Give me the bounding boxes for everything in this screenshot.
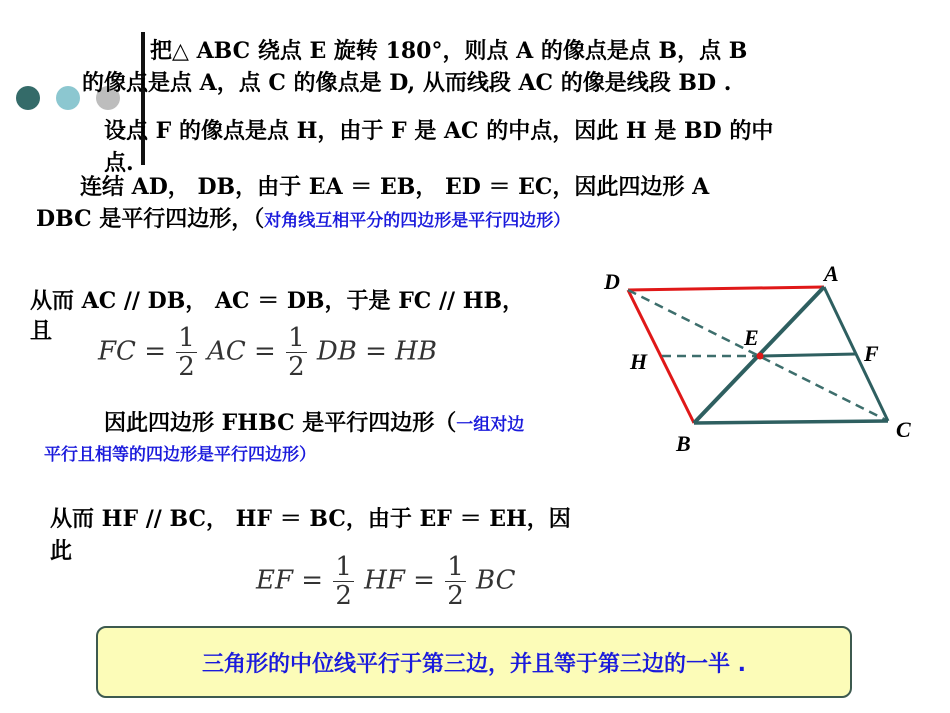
formula2-eq1: = (301, 565, 324, 596)
p4-line1: 从而 AC // DB， AC ＝ DB，于是 FC // HB， (30, 288, 525, 314)
p1-line2: 的像点是点 A，点 C 的像点是 D, 从而线段 AC 的像是线段 BD . (82, 70, 732, 96)
formula1-term1: AC (207, 336, 246, 367)
label-H: H (630, 349, 648, 374)
p3-line2-main: DBC 是平行四边形，（ (36, 206, 265, 232)
segment-BC (694, 421, 888, 423)
conclusion-text: 三角形的中位线平行于第三边，并且等于第三边的一半 . (201, 651, 747, 677)
conclusion-box (96, 626, 852, 698)
p2-line2: 点. (104, 150, 134, 176)
label-D: D (604, 269, 620, 294)
decor-dot-light (56, 86, 80, 110)
p5-line1 (104, 408, 524, 440)
p3-line2-note: 对角线互相平分的四边形是平行四边形） (264, 211, 571, 231)
formula-fc-hb (98, 324, 437, 381)
label-F: F (864, 341, 879, 366)
label-A: A (824, 261, 839, 286)
p1-line1: 把△ ABC 绕点 E 旋转 180°，则点 A 的像点是点 B，点 B (150, 38, 748, 64)
label-C: C (896, 417, 911, 442)
p5-line1-main: 因此四边形 FHBC 是平行四边形（ (104, 410, 457, 436)
segment-DA (628, 287, 824, 290)
p4-line2: 且 (30, 318, 53, 344)
formula2-term1: HF (364, 565, 405, 596)
formula1-frac2: $\frac{1}{2}$ (288, 323, 305, 382)
p2-line1: 设点 F 的像点是点 H，由于 F 是 AC 的中点，因此 H 是 BD 的中 (104, 118, 774, 144)
formula1-eq2: = (254, 336, 276, 367)
p3-line1: 连结 AD， DB，由于 EA ＝ EB， ED ＝ EC，因此四边形 A (80, 174, 710, 200)
formula2-frac1: $\frac{1}{2}$ (335, 552, 352, 611)
formula1-frac1: $\frac{1}{2}$ (178, 323, 195, 382)
geometry-figure (590, 255, 930, 465)
segment-EF (760, 354, 856, 356)
formula-ef-bc (256, 553, 516, 610)
formula1-eq1: = (144, 336, 166, 367)
formula1-rhs: HB (395, 336, 437, 367)
formula2-term2: BC (476, 565, 516, 596)
decor-dot-dark (16, 86, 40, 110)
p6-line1: 从而 HF // BC， HF ＝ BC，由于 EF ＝ EH，因 (50, 506, 571, 532)
formula1-eq3: = (365, 336, 387, 367)
formula1-lhs: FC (98, 336, 136, 367)
label-E: E (744, 325, 759, 350)
p5-line2-note: 平行且相等的四边形是平行四边形） (44, 445, 316, 465)
formula2-frac2: $\frac{1}{2}$ (447, 552, 464, 611)
formula2-lhs: EF (256, 565, 294, 596)
formula1-term2: DB (316, 336, 357, 367)
p3-line2 (36, 204, 570, 236)
label-B: B (676, 431, 691, 456)
p5-line1-note: 一组对边 (456, 415, 525, 435)
p6-line2: 此 (50, 538, 73, 564)
formula2-eq2: = (413, 565, 435, 596)
point-E (757, 353, 764, 360)
